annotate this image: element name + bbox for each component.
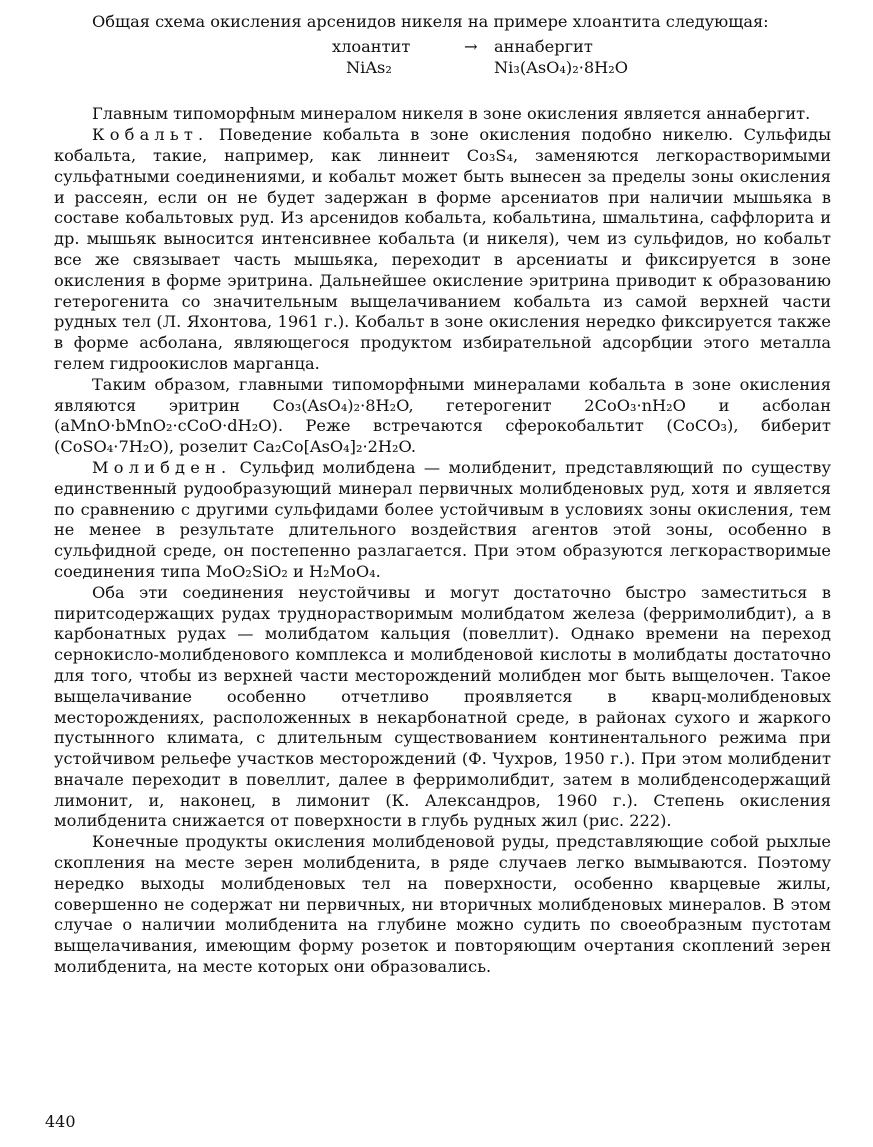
molybdenum-heading: Молибден. (92, 457, 232, 477)
intro-paragraph: Общая схема окисления арсенидов никеля на примере хлоантита следующая: (92, 12, 769, 31)
cobalt-paragraph (54, 125, 831, 375)
cobalt-heading: Кобальт. (92, 125, 209, 145)
scheme-to-name: аннабергит (494, 36, 593, 56)
scheme-arrow: → (464, 36, 478, 56)
molybdenum-paragraph-3: Конечные продукты окисления молибденовой руды, представляющие собой рыхлые скопления на месте зерен молибденита, в ряде случаев легко вымываются. Поэтому нередко выходы молибденовых тел на поверхности, особенно кварцевые жилы, совершенно не содержат ни первичных, ни вторичных молибденовых минералов. В этом случае о наличии молибденита на глубине можно судить по своеобразным пустотам выщелачивания, имеющим форму розеток и повторяющим очертания скоплений зерен молибденита, на месте которых они образовались. (54, 832, 831, 977)
scheme-from-formula: NiAs₂ (346, 57, 392, 77)
molybdenum-paragraph (54, 458, 831, 583)
molybdenum-text: Сульфид молибдена — молибденит, представляющий по существу единственный рудообразующий минерал первичных молибденовых руд, хотя и является по сравнению с другими сульфидами более устойчивым в условиях зоны окисления, тем не менее в результате длительного воздействия агентов этой зоны, особенно в сульфидной среде, он постепенно разлагается. При этом образуются легкорастворимые соединения типа MoO₂SiO₂ и H₂MoO₄. (54, 457, 831, 581)
cobalt-minerals-paragraph: Таким образом, главными типоморфными минералами кобальта в зоне окисления являются эритрин Co₃(AsO₄)₂·8H₂O, гетерогенит 2CoO₃·nH₂O и асболан (aMnO·bMnO₂·cCoO·dH₂O). Реже встречаются сферокобальтит (CoCO₃), биберит (CoSO₄·7H₂O), розелит Ca₂Co[AsO₄]₂·2H₂O. (54, 374, 831, 457)
scheme-from-name: хлоантит (332, 36, 411, 56)
cobalt-text: Поведение кобальта в зоне окисления подобно никелю. Сульфиды кобальта, такие, например, как линнеит Co₃S₄, заменяются легкорастворимыми сульфатными соединениями, и кобальт может быть вынесен за пределы зоны окисления и рассеян, если он не будет задержан в форме арсениатов при наличии мышьяка в составе кобальтовых руд. Из арсенидов кобальта, кобальтина, шмальтина, саффлорита и др. мышьяк выносится интенсивнее кобальта (и никеля), чем из сульфидов, но кобальт все же связывает часть мышьяка, переходит в арсениаты и фиксируется в зоне окисления в форме эритрина. Дальнейшее окисление эритрина приводит к образованию гетерогенита со значительным выщелачиванием кобальта из самой верхней части рудных тел (Л. Яхонтова, 1961 г.). Кобальт в зоне окисления нередко фиксируется также в форме асболана, являющегося продуктом избирательной адсорбции этого металла гелем гидроокислов марганца. (54, 125, 831, 373)
page-number: 440 (45, 1112, 76, 1131)
oxidation-scheme (332, 37, 632, 79)
nickel-paragraph: Главным типоморфным минералом никеля в зоне окисления является аннабергит. (92, 104, 811, 124)
molybdenum-paragraph-2: Оба эти соединения неустойчивы и могут достаточно быстро заместиться в пиритсодержащих рудах труднорастворимым молибдатом железа (ферримолибдит), а в карбонатных рудах — молибдатом кальция (повеллит). Однако времени на переход сернокисло-молибденового комплекса и молибденовой кислоты в молибдаты достаточно для того, чтобы из верхней части месторождений молибден мог быть выщелочен. Такое выщелачивание особенно отчетливо проявляется в кварц-молибденовых месторождениях, расположенных в некарбонатной среде, в районах сухого и жаркого пустынного климата, с длительным существованием континентального режима при устойчивом рельефе участков месторождений (Ф. Чухров, 1950 г.). При этом молибденит вначале переходит в повеллит, далее в ферримолибдит, затем в молибденсодержащий лимонит, и, наконец, в лимонит (К. Александров, 1960 г.). Степень окисления молибденита снижается от поверхности в глубь рудных жил (рис. 222). (54, 582, 831, 831)
scheme-to-formula: Ni₃(AsO₄)₂·8H₂O (494, 57, 629, 77)
